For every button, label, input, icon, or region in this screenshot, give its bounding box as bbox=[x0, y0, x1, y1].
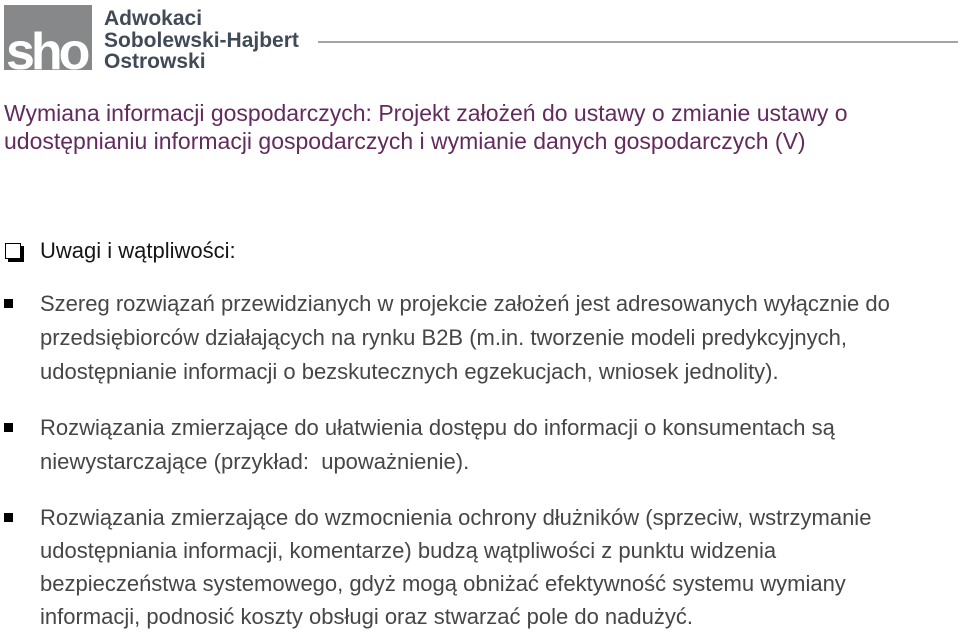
square-bullet-icon bbox=[4, 513, 13, 522]
bullet-text-line: udostępnianie informacji o bezskutecznych egzekucjach, wniosek jednolity). bbox=[40, 359, 779, 384]
firm-name-line: Adwokaci bbox=[104, 7, 203, 30]
bullet-text-line: niewystarczające (przykład: upoważnienie). bbox=[40, 449, 470, 474]
section-heading: Uwagi i wątpliwości: bbox=[40, 238, 236, 263]
bullet-item bbox=[4, 411, 835, 479]
firm-name-line: Ostrowski bbox=[104, 50, 206, 73]
bullet-item bbox=[4, 501, 871, 633]
bullet-item bbox=[4, 287, 890, 389]
square-bullet-icon bbox=[4, 299, 13, 308]
slide-title bbox=[4, 99, 848, 155]
bullet-text-line: Szereg rozwiązań przewidzianych w projekcie założeń jest adresowanych wyłącznie do bbox=[40, 291, 890, 316]
header-divider bbox=[318, 41, 958, 43]
bullet-text-line: udostępniania informacji, komentarze) budzą wątpliwości z punktu widzenia bbox=[40, 538, 777, 563]
logo-mark-text: sho bbox=[6, 23, 87, 70]
slide-title-line: Wymiana informacji gospodarczych: Projekt założeń do ustawy o zmianie ustawy o bbox=[4, 100, 848, 126]
bullet-text-line: Rozwiązania zmierzające do wzmocnienia ochrony dłużników (sprzeciw, wstrzymanie bbox=[40, 505, 872, 530]
logo-mark bbox=[4, 5, 92, 70]
bullet-text-line: bezpieczeństwa systemowego, gdyż mogą obniżać efektywność systemu wymiany bbox=[40, 571, 846, 596]
firm-name-line: Sobolewski-Hajbert bbox=[104, 28, 299, 52]
checkbox-bullet-icon bbox=[5, 243, 21, 259]
bullet-text-line: Rozwiązania zmierzające do ułatwienia dostępu do informacji o konsumentach są bbox=[40, 415, 835, 440]
firm-name bbox=[104, 8, 299, 73]
bullet-text-line: przedsiębiorców działających na rynku B2B (m.in. tworzenie modeli predykcyjnych, bbox=[40, 325, 848, 350]
slide-title-line: udostępnianiu informacji gospodarczych i wymianie danych gospodarczych (V) bbox=[4, 128, 806, 154]
square-bullet-icon bbox=[4, 423, 13, 432]
bullet-text-line: informacji, podnosić koszty obsługi oraz stwarzać pole do nadużyć. bbox=[40, 604, 693, 629]
